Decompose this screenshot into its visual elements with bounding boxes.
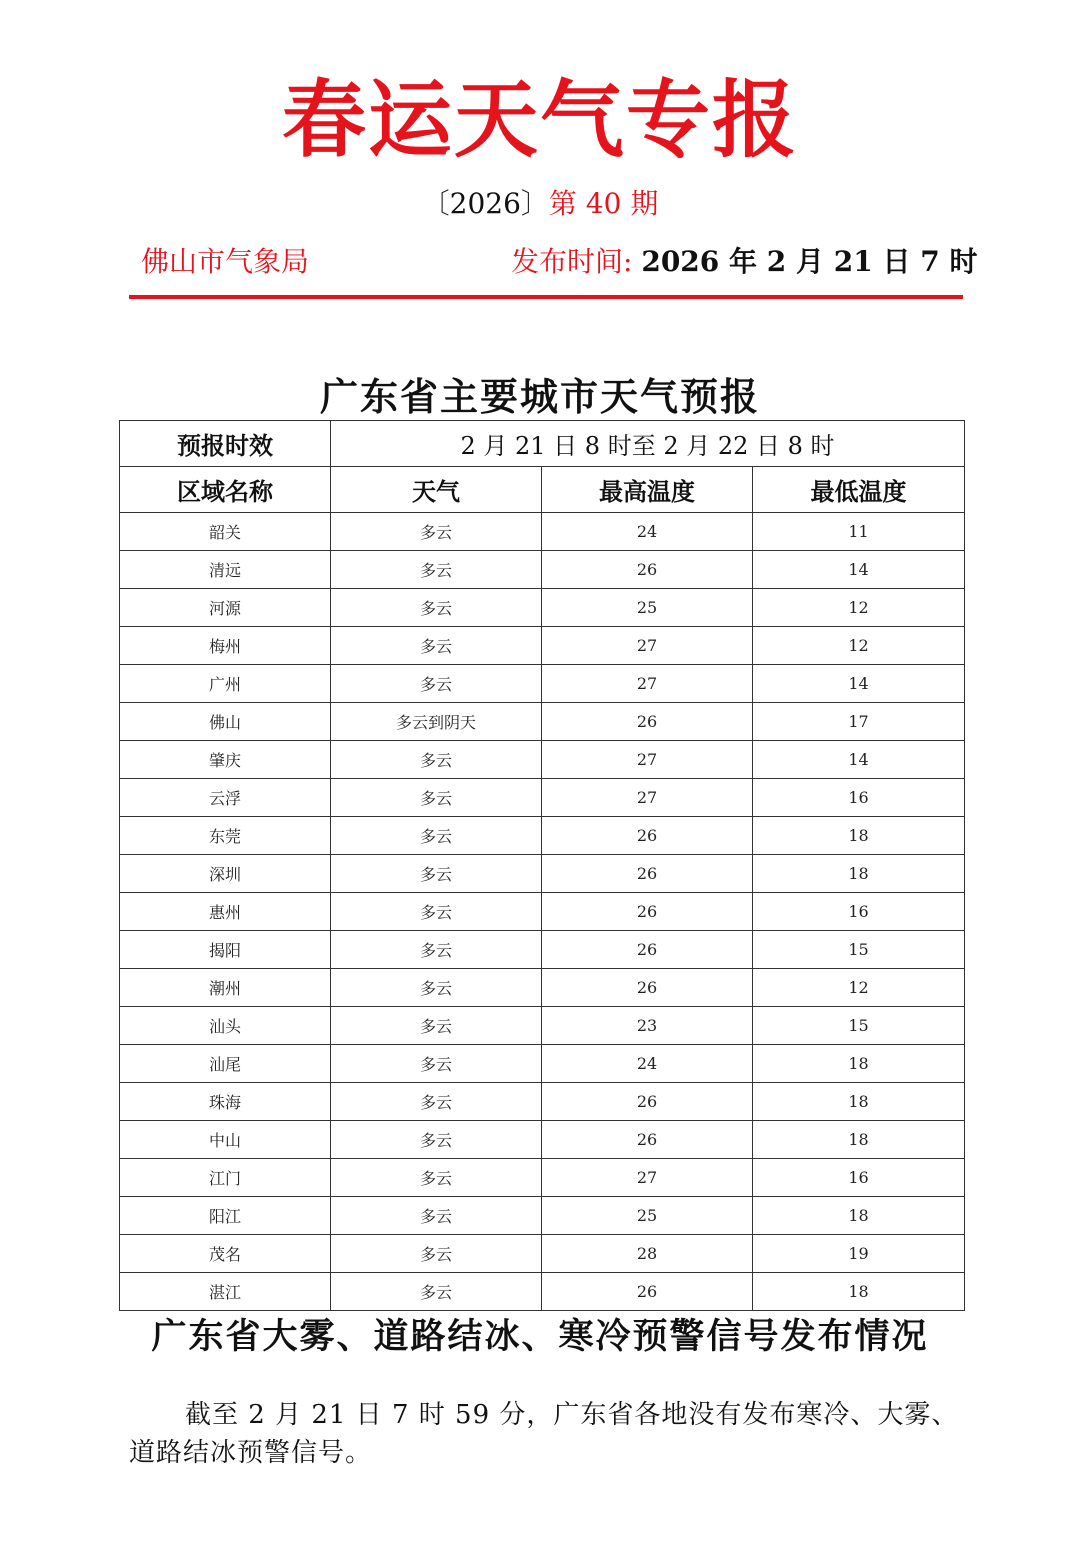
cell-max-temp: 27 [542, 627, 753, 665]
cell-min-temp: 16 [753, 779, 965, 817]
publish-value: 2026 年 2 月 21 日 7 时 [641, 245, 978, 278]
table-row [120, 931, 965, 969]
cell-weather: 多云 [331, 1235, 542, 1273]
issue-line [0, 184, 1080, 224]
cell-region: 惠州 [120, 893, 331, 931]
table-row [120, 855, 965, 893]
cell-weather: 多云 [331, 1159, 542, 1197]
cell-weather: 多云 [331, 1007, 542, 1045]
red-divider [129, 295, 963, 299]
cell-region: 潮州 [120, 969, 331, 1007]
table-row [120, 1083, 965, 1121]
cell-max-temp: 26 [542, 931, 753, 969]
cell-weather: 多云 [331, 1045, 542, 1083]
table-row [120, 1045, 965, 1083]
cell-min-temp: 19 [753, 1235, 965, 1273]
cell-region: 韶关 [120, 513, 331, 551]
cell-max-temp: 27 [542, 741, 753, 779]
warning-section-title: 广东省大雾、道路结冰、寒冷预警信号发布情况 [151, 1316, 929, 1357]
cell-max-temp: 26 [542, 1121, 753, 1159]
cell-region: 梅州 [120, 627, 331, 665]
table-row [120, 665, 965, 703]
publish-label: 发布时间: [511, 245, 633, 278]
cell-weather: 多云 [331, 969, 542, 1007]
cell-max-temp: 26 [542, 855, 753, 893]
cell-region: 珠海 [120, 1083, 331, 1121]
cell-weather: 多云 [331, 627, 542, 665]
table-row [120, 969, 965, 1007]
table-row [120, 627, 965, 665]
cell-min-temp: 14 [753, 551, 965, 589]
table-row [120, 779, 965, 817]
column-header-weather: 天气 [331, 467, 542, 513]
period-value: 2 月 21 日 8 时至 2 月 22 日 8 时 [331, 421, 965, 467]
table-row [120, 1235, 965, 1273]
cell-min-temp: 12 [753, 969, 965, 1007]
cell-min-temp: 18 [753, 1121, 965, 1159]
cell-max-temp: 26 [542, 703, 753, 741]
cell-max-temp: 26 [542, 1273, 753, 1311]
table-row [120, 513, 965, 551]
cell-region: 揭阳 [120, 931, 331, 969]
table-row [120, 703, 965, 741]
cell-weather: 多云 [331, 1083, 542, 1121]
cell-max-temp: 24 [542, 513, 753, 551]
issue-number: 第 40 期 [548, 187, 659, 220]
cell-min-temp: 16 [753, 893, 965, 931]
cell-region: 中山 [120, 1121, 331, 1159]
cell-max-temp: 28 [542, 1235, 753, 1273]
cell-weather: 多云 [331, 665, 542, 703]
cell-min-temp: 18 [753, 1273, 965, 1311]
cell-max-temp: 27 [542, 779, 753, 817]
forecast-table [119, 420, 965, 1311]
cell-min-temp: 18 [753, 1045, 965, 1083]
cell-weather: 多云 [331, 741, 542, 779]
cell-region: 云浮 [120, 779, 331, 817]
cell-region: 汕头 [120, 1007, 331, 1045]
cell-region: 东莞 [120, 817, 331, 855]
table-row [120, 1159, 965, 1197]
table-row [120, 1007, 965, 1045]
table-row [120, 1121, 965, 1159]
cell-weather: 多云 [331, 779, 542, 817]
cell-max-temp: 26 [542, 817, 753, 855]
cell-max-temp: 26 [542, 1083, 753, 1121]
cell-min-temp: 16 [753, 1159, 965, 1197]
cell-weather: 多云 [331, 513, 542, 551]
cell-min-temp: 12 [753, 589, 965, 627]
cell-min-temp: 14 [753, 741, 965, 779]
cell-weather: 多云 [331, 1197, 542, 1235]
table-row [120, 551, 965, 589]
cell-min-temp: 17 [753, 703, 965, 741]
masthead-title: 春运天气专报 [281, 70, 798, 169]
cell-region: 茂名 [120, 1235, 331, 1273]
cell-max-temp: 27 [542, 1159, 753, 1197]
issue-year: 〔2026〕 [421, 187, 549, 220]
publish-time [511, 242, 977, 282]
cell-region: 清远 [120, 551, 331, 589]
cell-min-temp: 15 [753, 1007, 965, 1045]
bureau-name: 佛山市气象局 [141, 245, 310, 278]
cell-region: 肇庆 [120, 741, 331, 779]
cell-weather: 多云 [331, 855, 542, 893]
cell-region: 佛山 [120, 703, 331, 741]
period-label: 预报时效 [120, 421, 331, 467]
column-header-row [120, 467, 965, 513]
cell-max-temp: 26 [542, 551, 753, 589]
cell-region: 江门 [120, 1159, 331, 1197]
cell-max-temp: 26 [542, 893, 753, 931]
cell-max-temp: 24 [542, 1045, 753, 1083]
cell-min-temp: 14 [753, 665, 965, 703]
cell-weather: 多云 [331, 817, 542, 855]
table-row [120, 893, 965, 931]
column-header-min-temp: 最低温度 [753, 467, 965, 513]
cell-weather: 多云到阴天 [331, 703, 542, 741]
cell-min-temp: 12 [753, 627, 965, 665]
cell-weather: 多云 [331, 1273, 542, 1311]
table-row [120, 1197, 965, 1235]
table-row [120, 817, 965, 855]
cell-region: 阳江 [120, 1197, 331, 1235]
cell-max-temp: 23 [542, 1007, 753, 1045]
table-row [120, 1273, 965, 1311]
table-row [120, 589, 965, 627]
cell-min-temp: 18 [753, 855, 965, 893]
cell-weather: 多云 [331, 1121, 542, 1159]
cell-max-temp: 26 [542, 969, 753, 1007]
cell-region: 湛江 [120, 1273, 331, 1311]
cell-weather: 多云 [331, 893, 542, 931]
column-header-region: 区域名称 [120, 467, 331, 513]
cell-min-temp: 18 [753, 817, 965, 855]
cell-min-temp: 15 [753, 931, 965, 969]
cell-region: 深圳 [120, 855, 331, 893]
cell-max-temp: 25 [542, 589, 753, 627]
cell-max-temp: 25 [542, 1197, 753, 1235]
period-row [120, 421, 965, 467]
table-row [120, 741, 965, 779]
cell-weather: 多云 [331, 589, 542, 627]
cell-region: 汕尾 [120, 1045, 331, 1083]
cell-region: 河源 [120, 589, 331, 627]
cell-max-temp: 27 [542, 665, 753, 703]
cell-weather: 多云 [331, 931, 542, 969]
cell-region: 广州 [120, 665, 331, 703]
cell-min-temp: 18 [753, 1083, 965, 1121]
column-header-max-temp: 最高温度 [542, 467, 753, 513]
warning-text: 截至 2 月 21 日 7 时 59 分，广东省各地没有发布寒冷、大雾、道路结冰预警信号。 [129, 1400, 959, 1468]
cell-min-temp: 11 [753, 513, 965, 551]
cell-weather: 多云 [331, 551, 542, 589]
forecast-section-title: 广东省主要城市天气预报 [319, 374, 760, 419]
cell-min-temp: 18 [753, 1197, 965, 1235]
